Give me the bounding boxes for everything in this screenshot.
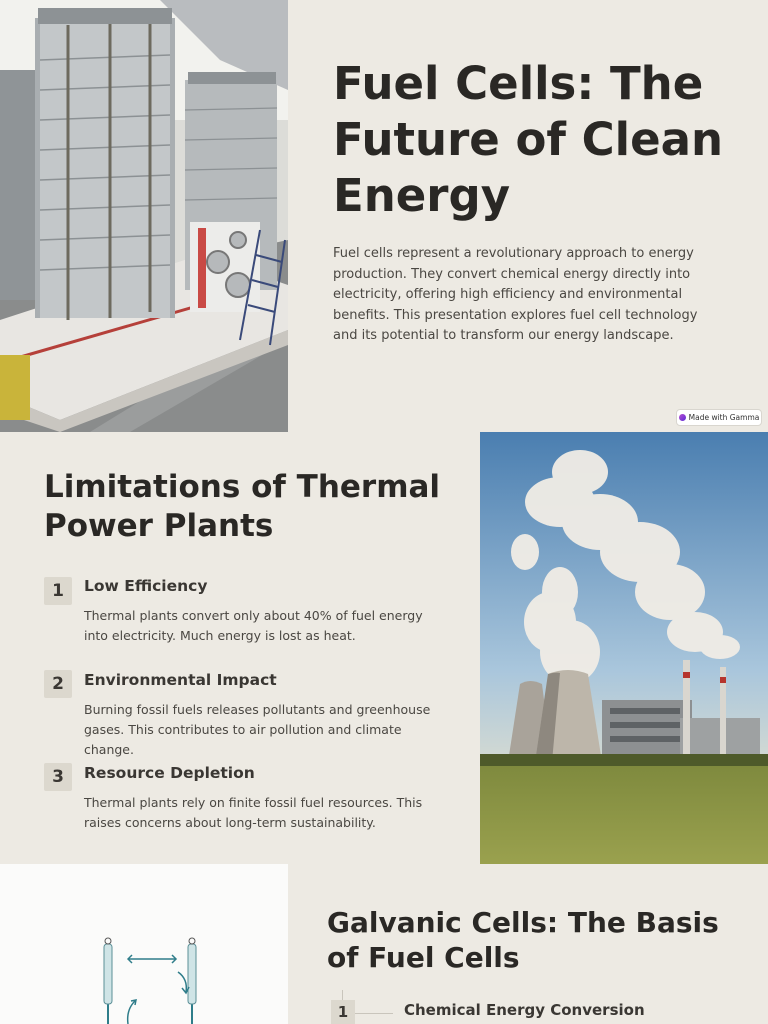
list-item-text xyxy=(84,671,434,759)
fuel-cell-image xyxy=(0,0,288,432)
section-title-limitations: Limitations of Thermal Power Plants xyxy=(44,469,441,544)
list-item xyxy=(44,763,72,791)
step-title: Chemical Energy Conversion xyxy=(404,1001,645,1019)
list-item xyxy=(44,670,72,698)
made-with-gamma-badge[interactable] xyxy=(676,409,762,426)
section-title-galvanic: Galvanic Cells: The Basis of Fuel Cells xyxy=(327,906,719,974)
item-title: Resource Depletion xyxy=(84,764,255,782)
item-description: Thermal plants convert only about 40% of fuel energy into electricity. Much energy is lost as heat. xyxy=(84,608,423,643)
galvanic-cell-diagram xyxy=(0,864,288,1024)
power-plant-image xyxy=(480,432,768,864)
timeline-connector xyxy=(342,990,343,1000)
list-item-text xyxy=(84,764,434,833)
item-description: Burning fossil fuels releases pollutants and greenhouse gases. This contributes to air pollution and climate change. xyxy=(84,702,431,757)
gamma-logo-icon xyxy=(679,414,686,421)
item-title: Low Efficiency xyxy=(84,577,208,595)
number-badge: 2 xyxy=(44,670,72,698)
item-title: Environmental Impact xyxy=(84,671,277,689)
list-item-text xyxy=(84,577,434,646)
page-title: Fuel Cells: The Future of Clean Energy xyxy=(333,57,723,222)
number-badge: 3 xyxy=(44,763,72,791)
intro-paragraph: Fuel cells represent a revolutionary approach to energy production. They convert chemical energy directly into electricity, offering high efficiency and environmental benefits. This presentation explores fuel cell technology and its potential to transform our energy landscape. xyxy=(333,246,698,344)
list-item xyxy=(44,577,72,605)
step-number-badge: 1 xyxy=(331,1000,355,1024)
number-badge: 1 xyxy=(44,577,72,605)
timeline-connector xyxy=(355,1013,393,1014)
badge-label: Made with Gamma xyxy=(688,413,760,422)
item-description: Thermal plants rely on finite fossil fuel resources. This raises concerns about long-term sustainability. xyxy=(84,795,423,830)
